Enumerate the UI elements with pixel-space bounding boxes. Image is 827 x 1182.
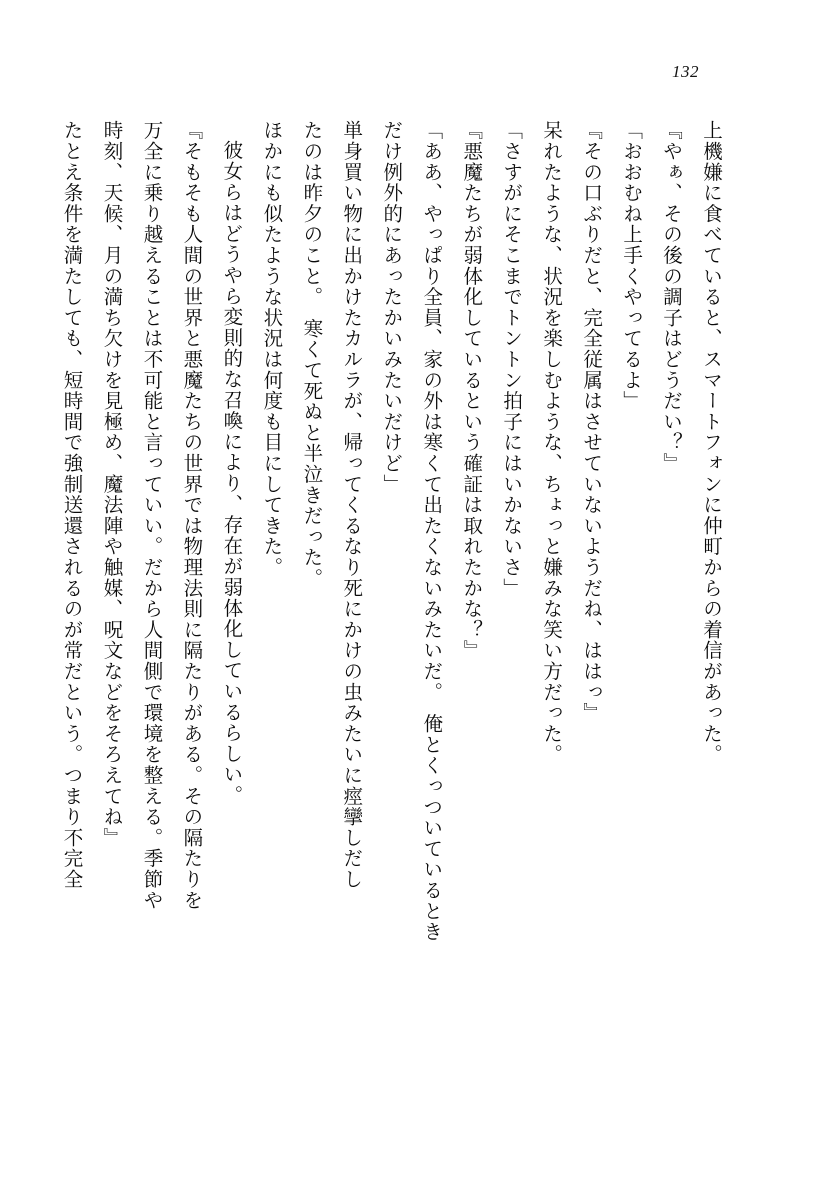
paragraph: 「さすがにそこまでトントン拍子にはいかないさ」 <box>500 120 524 599</box>
paragraph: たのは昨夕のこと。 寒くて死ぬと半泣きだった。 <box>300 120 324 589</box>
body-text <box>60 120 731 1112</box>
paragraph: 彼女らはどうやら変則的な召喚により、存在が弱体化しているらしい。 <box>220 139 244 806</box>
paragraph: 『そもそも人間の世界と悪魔たちの世界では物理法則に隔たりがある。その隔たりを <box>180 120 204 911</box>
paragraph: 呆れたような、状況を楽しむような、ちょっと嫌みな笑い方だった。 <box>540 120 564 765</box>
paragraph: 上機嫌に食べていると、スマートフォンに仲町からの着信があった。 <box>700 120 723 765</box>
paragraph: 「おおむね上手くやってるよ」 <box>620 120 644 412</box>
paragraph: たとえ条件を満たしても、短時間で強制送還されるのが常だという。つまり不完全 <box>60 120 84 890</box>
paragraph: 『悪魔たちが弱体化しているという確証は取れたかな？』 <box>460 120 484 661</box>
paragraph: 万全に乗り越えることは不可能と言っていい。だから人間側で環境を整える。季節や <box>140 120 164 911</box>
paragraph: 時刻、天候、月の満ち欠けを見極め、魔法陣や触媒、呪文などをそろえてね』 <box>100 120 124 848</box>
paragraph: 『その口ぶりだと、完全従属はさせていないようだね、ははっ』 <box>580 120 604 724</box>
paragraph: ほかにも似たような状況は何度も目にしてきた。 <box>260 120 284 578</box>
paragraph: 単身買い物に出かけたカルラが、帰ってくるなり死にかけの虫みたいに痙攣しだし <box>340 120 364 890</box>
paragraph: だけ例外的にあったかいみたいだけど」 <box>380 120 404 495</box>
page-number: 132 <box>672 62 699 81</box>
paragraph: 『やぁ、その後の調子はどうだい？』 <box>660 120 684 474</box>
paragraph: 「ああ、やっぱり全員、家の外は寒くて出たくないみたいだ。 俺とくっついているとき <box>420 120 444 943</box>
